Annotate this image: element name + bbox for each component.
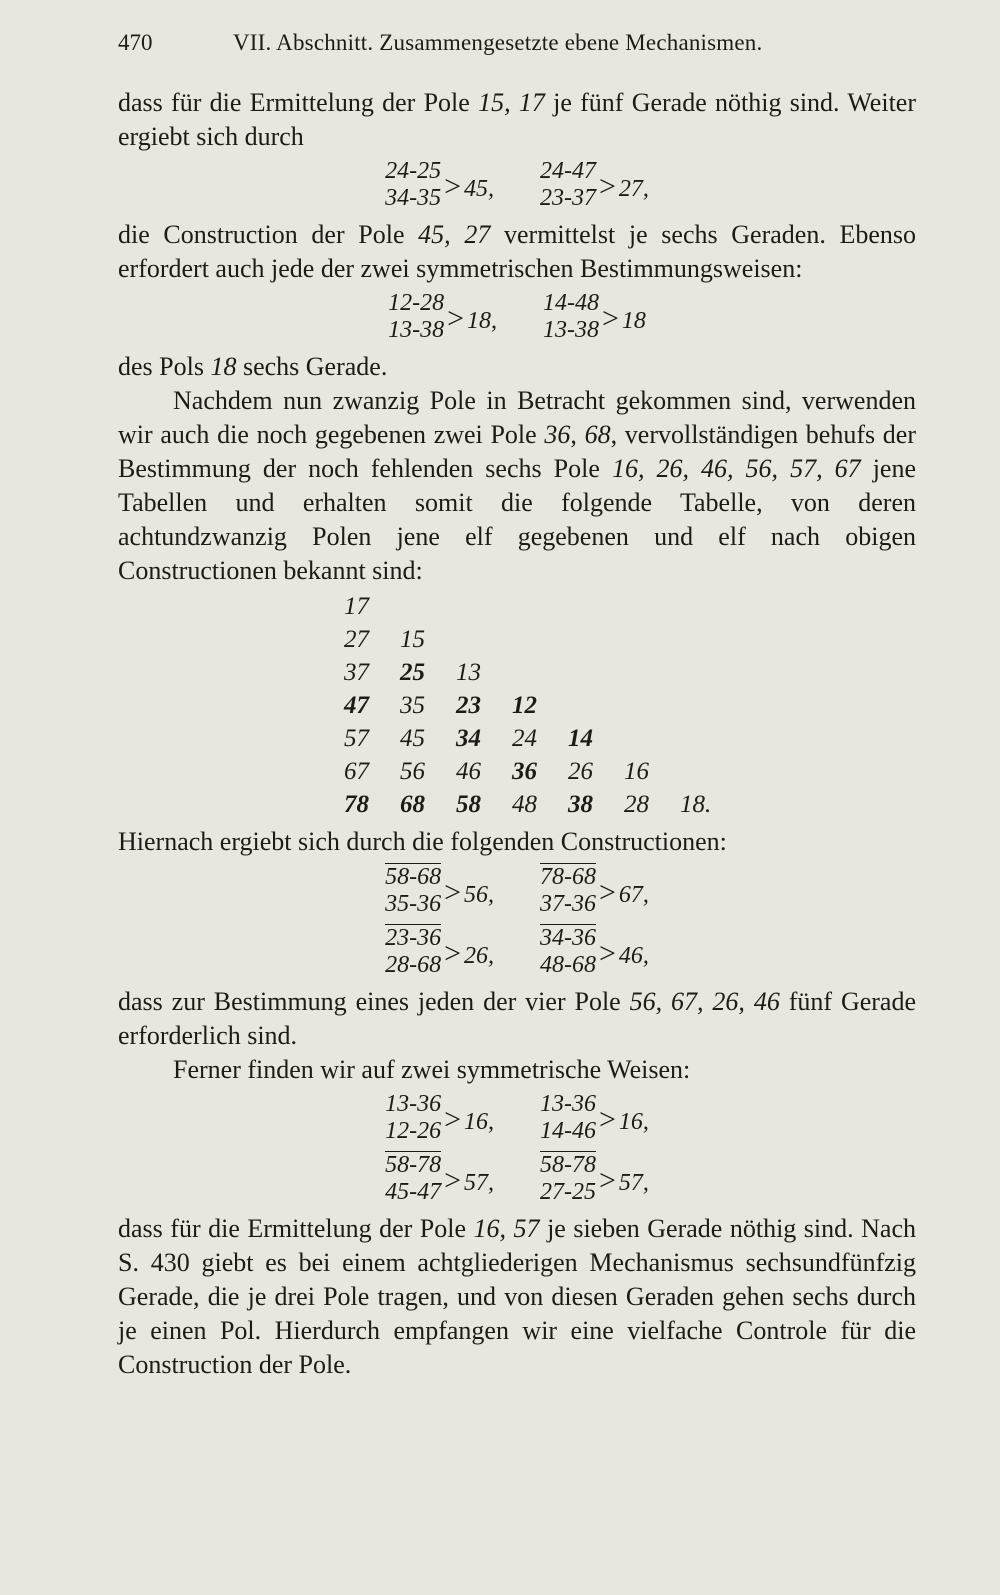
- formula-numerator: 78-68: [540, 864, 596, 890]
- paragraph-ferner: Ferner finden wir auf zwei symmetrische Weisen:: [173, 1055, 691, 1084]
- pole-cell: 12: [512, 692, 537, 719]
- formula: [540, 863, 649, 918]
- pole-cell: 67: [344, 758, 369, 785]
- formula-numerator: 13-36: [540, 1091, 596, 1117]
- pole-cell: 68: [400, 791, 425, 818]
- formula-numerator: 14-48: [543, 290, 599, 316]
- formula-result: 26,: [464, 942, 494, 969]
- formula-denominator: 13-38: [543, 317, 599, 343]
- greater-than-sign: >: [599, 875, 616, 909]
- formula-denominator: 48-68: [540, 952, 596, 978]
- formula-row-3: [118, 863, 916, 918]
- pole-cell: 58: [456, 791, 481, 818]
- formula: [385, 1091, 494, 1145]
- table-row: [344, 656, 916, 689]
- pole-cell: 24: [512, 725, 537, 752]
- formula: [388, 290, 497, 344]
- pole-table: [344, 590, 916, 821]
- formula-numerator: 58-78: [385, 1152, 442, 1178]
- formula-denominator: 37-36: [540, 891, 596, 917]
- pole-cell: 38: [568, 791, 593, 818]
- table-row: [344, 722, 916, 755]
- paragraph-final: dass für die Ermittelung der Pole 16, 57 je sieben Gerade nöthig sind. Nach S. 430 giebt es bei einem achtgliederigen Mechanismus sechsundfünfzig Gerade, die je drei Pole tragen, und von diesen Geraden gehen sechs durch je einen Pol. Hierdurch empfangen wir eine vielfache Controle für die Construction der Pole.: [118, 1214, 917, 1379]
- pole-cell: 47: [344, 692, 369, 719]
- formula-result: 45,: [464, 176, 494, 202]
- table-row: [344, 590, 916, 623]
- pole-cell: 36: [512, 758, 537, 785]
- formula-result: 57,: [464, 1169, 494, 1196]
- pole-cell: 57: [344, 725, 369, 752]
- formula: [385, 863, 494, 918]
- formula-denominator: 23-37: [540, 185, 596, 211]
- formula-row-6: [118, 1151, 916, 1206]
- table-row: [344, 788, 916, 821]
- formula-result: 46,: [618, 942, 649, 969]
- pole-cell: 23: [456, 692, 481, 719]
- greater-than-sign: >: [444, 1103, 461, 1136]
- formula-denominator: 45-47: [385, 1179, 442, 1205]
- formula-numerator: 24-25: [385, 158, 442, 184]
- running-title: VII. Abschnitt. Zusammengesetzte ebene Mechanismen.: [233, 30, 763, 55]
- greater-than-sign: >: [602, 302, 619, 335]
- formula-denominator: 28-68: [385, 952, 442, 978]
- greater-than-sign: >: [444, 875, 461, 909]
- table-row: [344, 689, 916, 722]
- greater-than-sign: >: [599, 1103, 616, 1136]
- pole-cell: 34: [456, 725, 481, 752]
- pole-cell: 15: [400, 626, 425, 653]
- greater-than-sign: >: [599, 936, 616, 970]
- formula-numerator: 58-78: [540, 1152, 596, 1178]
- formula-row-5: [118, 1091, 916, 1145]
- formula-denominator: 27-25: [540, 1179, 596, 1205]
- formula-result: 57,: [618, 1169, 649, 1196]
- formula-denominator: 12-26: [385, 1118, 442, 1144]
- greater-than-sign: >: [444, 170, 461, 203]
- page-number: 470: [118, 30, 153, 55]
- formula-denominator: 13-38: [388, 317, 445, 343]
- formula-numerator: 23-36: [385, 925, 442, 951]
- greater-than-sign: >: [447, 302, 464, 335]
- pole-cell: 78: [344, 791, 369, 818]
- pole-cell: 26: [568, 758, 593, 785]
- formula: [540, 158, 649, 212]
- formula-result: 16,: [464, 1109, 494, 1135]
- formula-numerator: 13-36: [385, 1091, 442, 1117]
- pole-cell: 37: [344, 659, 369, 686]
- pole-cell: 25: [400, 659, 425, 686]
- formula-result: 18,: [467, 308, 497, 334]
- formula-numerator: 24-47: [540, 158, 596, 184]
- greater-than-sign: >: [444, 936, 461, 970]
- formula-row-2: [118, 290, 916, 344]
- formula-result: 56,: [464, 881, 494, 908]
- pole-cell: 56: [400, 758, 425, 785]
- formula-result: 16,: [618, 1109, 649, 1135]
- paragraph-nachdem: Nachdem nun zwanzig Pole in Betracht gekommen sind, verwenden wir auch die noch gegebenen zwei Pole 36, 68, vervollständigen behufs der Bestimmung der noch fehlenden sechs Pole 16, 26, 46, 56, 57, 67 jene Tabellen und erhalten somit die folgende Tabelle, von deren achtundzwanzig Polen jene elf gegebenen und elf nach obigen Constructionen bekannt sind:: [118, 386, 917, 585]
- greater-than-sign: >: [444, 1163, 461, 1197]
- formula-numerator: 34-36: [540, 925, 596, 951]
- formula-numerator: 12-28: [388, 290, 445, 316]
- greater-than-sign: >: [599, 170, 616, 203]
- paragraph-construction: die Construction der Pole 45, 27 vermittelst je sechs Geraden. Ebenso erfordert auch jede der zwei symmetrischen Bestimmungsweisen:: [118, 220, 917, 283]
- greater-than-sign: >: [599, 1163, 616, 1197]
- pole-cell: 17: [344, 593, 369, 620]
- formula-denominator: 34-35: [385, 185, 442, 211]
- formula-denominator: 35-36: [385, 891, 442, 917]
- formula: [540, 1151, 649, 1206]
- formula-numerator: 58-68: [385, 864, 442, 890]
- formula-row-1: [118, 158, 916, 212]
- pole-cell: 18.: [680, 791, 712, 818]
- formula: [540, 1091, 649, 1145]
- pole-cell: 14: [568, 725, 593, 752]
- paragraph-hiernach: Hiernach ergiebt sich durch die folgenden Constructionen:: [118, 827, 727, 856]
- pole-cell: 45: [400, 725, 425, 752]
- formula: [385, 1151, 494, 1206]
- pole-cell: 13: [456, 659, 481, 686]
- formula-result: 27,: [618, 176, 649, 202]
- table-row: [344, 623, 916, 656]
- pole-cell: 16: [624, 758, 649, 785]
- pole-cell: 28: [624, 791, 649, 818]
- formula: [543, 290, 646, 344]
- formula-denominator: 14-46: [540, 1118, 596, 1144]
- paragraph-vier-pole: dass zur Bestimmung eines jeden der vier Pole 56, 67, 26, 46 fünf Gerade erforderlich sind.: [118, 987, 916, 1050]
- formula: [540, 924, 649, 979]
- pole-cell: 35: [400, 692, 425, 719]
- formula-result: 18: [621, 308, 646, 334]
- formula: [385, 924, 494, 979]
- paragraph-pol-18: des Pols 18 sechs Gerade.: [118, 352, 388, 381]
- formula-result: 67,: [618, 881, 649, 908]
- paragraph-intro: dass für die Ermittelung der Pole 15, 17 je fünf Gerade nöthig sind. Weiter ergiebt sich durch: [118, 88, 916, 151]
- pole-cell: 46: [456, 758, 481, 785]
- pole-cell: 48: [512, 791, 537, 818]
- formula: [385, 158, 494, 212]
- formula-row-4: [118, 924, 916, 979]
- pole-cell: 27: [344, 626, 369, 653]
- table-row: [344, 755, 916, 788]
- page-body: [118, 86, 916, 1382]
